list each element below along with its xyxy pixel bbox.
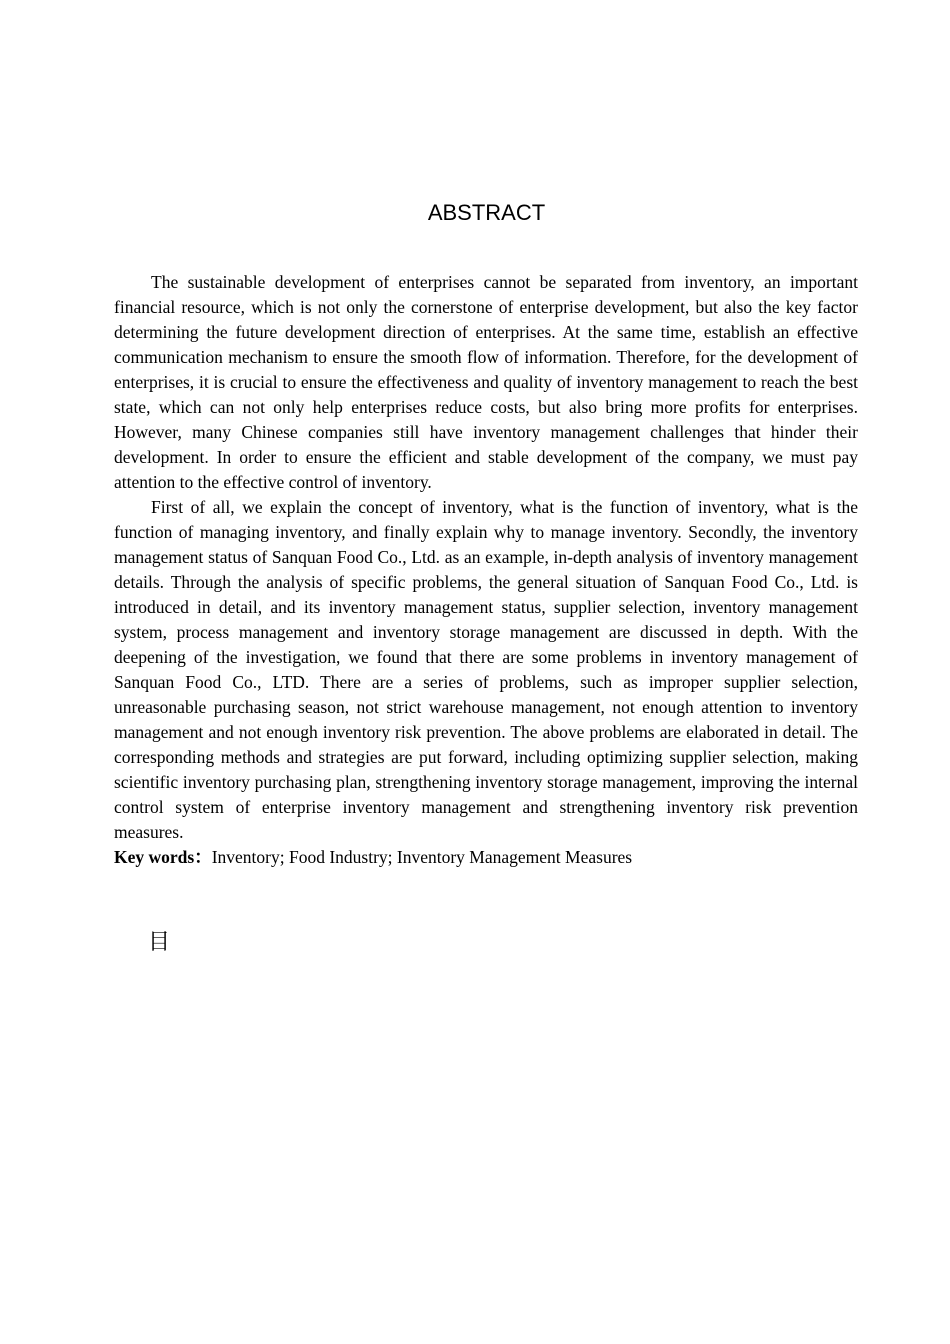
keywords-line — [114, 845, 858, 870]
abstract-body — [114, 270, 858, 870]
toc-heading-fragment: 目 — [148, 930, 171, 955]
keywords-value: Inventory; Food Industry; Inventory Management Measures — [211, 847, 633, 867]
abstract-paragraph-1: The sustainable development of enterprises cannot be separated from inventory, an important financial resource, which is not only the cornerstone of enterprise development, but also the key factor determining the future development direction of enterprises. At the same time, establish an effective communication mechanism to ensure the smooth flow of information. Therefore, for the development of enterprises, it is crucial to ensure the effectiveness and quality of inventory management to reach the best state, which can not only help enterprises reduce costs, but also bring more profits for enterprises. However, many Chinese companies still have inventory management challenges that hinder their development. In order to ensure the efficient and stable development of the company, we must pay attention to the effective control of inventory. — [114, 272, 858, 492]
abstract-paragraph-2: First of all, we explain the concept of inventory, what is the function of inventory, what is the function of managing inventory, and finally explain why to manage inventory. Secondly, the inventory management status of Sanquan Food Co., Ltd. as an example, in-depth analysis of inventory management details. Through the analysis of specific problems, the general situation of Sanquan Food Co., Ltd. is introduced in detail, and its inventory management status, supplier selection, inventory management system, process management and inventory storage management are discussed in depth. With the deepening of the investigation, we found that there are some problems in inventory management of Sanquan Food Co., LTD. There are a series of problems, such as improper supplier selection, unreasonable purchasing season, not strict warehouse management, not enough attention to inventory management and not enough inventory risk prevention. The above problems are elaborated in detail. The corresponding methods and strategies are put forward, including optimizing supplier selection, making scientific inventory purchasing plan, strengthening inventory storage management, improving the internal control system of enterprise inventory management and strengthening inventory risk prevention measures. — [114, 497, 858, 842]
abstract-title: ABSTRACT — [427, 200, 546, 225]
keywords-label: Key words： — [114, 847, 212, 867]
